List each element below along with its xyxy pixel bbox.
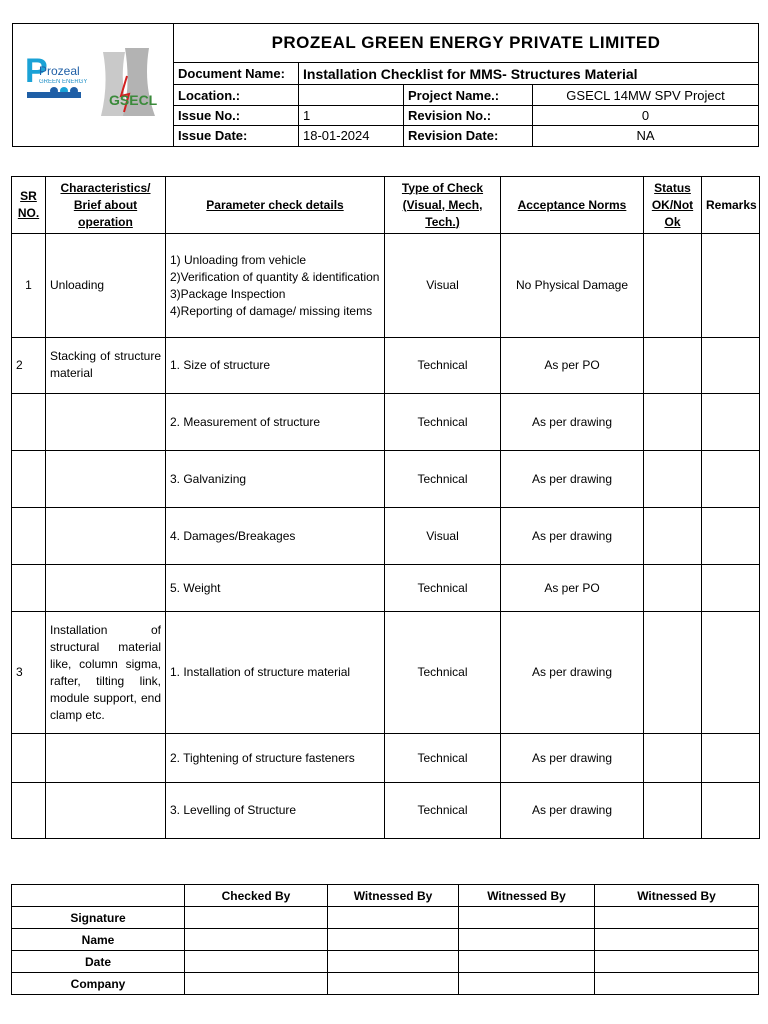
gsecl-logo-text: GSECL [109, 92, 158, 108]
signoff-cell[interactable] [328, 951, 459, 973]
col-status: Status OK/Not Ok [644, 177, 702, 234]
location-value [299, 85, 404, 105]
col-sr: SR NO. [12, 177, 46, 234]
sr-cell [12, 783, 46, 839]
signoff-row-date [12, 951, 759, 973]
signoff-cell[interactable] [459, 907, 595, 929]
parameter-cell [166, 451, 385, 508]
signoff-cell[interactable] [595, 951, 759, 973]
signoff-row-name [12, 929, 759, 951]
sr-cell [12, 734, 46, 783]
type-cell: Visual [385, 508, 501, 565]
col-norms: Acceptance Norms [501, 177, 644, 234]
remarks-cell[interactable] [702, 394, 760, 451]
remarks-cell[interactable] [702, 234, 760, 338]
signoff-cell[interactable] [328, 973, 459, 995]
type-cell: Technical [385, 783, 501, 839]
signoff-cell[interactable] [459, 973, 595, 995]
status-cell[interactable] [644, 394, 702, 451]
signoff-corner [12, 885, 185, 907]
status-cell[interactable] [644, 734, 702, 783]
parameter-line: 3)Package Inspection [170, 286, 286, 301]
signoff-col-witnessed-3: Witnessed By [595, 885, 759, 907]
norms-cell: As per drawing [501, 612, 644, 734]
parameter-cell [166, 338, 385, 394]
location-label: Location.: [174, 85, 299, 105]
parameter-line: 2. Tightening of structure fasteners [170, 750, 355, 765]
table-row [12, 394, 760, 451]
status-cell[interactable] [644, 451, 702, 508]
signoff-header-row [12, 885, 759, 907]
sr-cell [12, 508, 46, 565]
type-cell: Technical [385, 338, 501, 394]
table-row [12, 565, 760, 612]
col-characteristics: Characteristics/ Brief about operation [46, 177, 166, 234]
document-name: Installation Checklist for MMS- Structures Material [299, 63, 759, 85]
signoff-row-company [12, 973, 759, 995]
parameter-cell [166, 234, 385, 338]
status-cell[interactable] [644, 565, 702, 612]
issue-date-label: Issue Date: [174, 125, 299, 146]
type-cell: Technical [385, 451, 501, 508]
table-row [12, 451, 760, 508]
remarks-cell[interactable] [702, 508, 760, 565]
norms-cell: As per drawing [501, 783, 644, 839]
document-name-label: Document Name: [174, 63, 299, 85]
parameter-line: 2)Verification of quantity & identification [170, 269, 380, 284]
signoff-label: Name [12, 929, 185, 951]
status-cell[interactable] [644, 338, 702, 394]
signoff-label: Signature [12, 907, 185, 929]
characteristic-cell [46, 451, 166, 508]
characteristic-cell [46, 783, 166, 839]
status-cell[interactable] [644, 508, 702, 565]
checklist-header-row [12, 177, 760, 234]
revision-date-label: Revision Date: [404, 125, 533, 146]
remarks-cell[interactable] [702, 338, 760, 394]
parameter-line: 3. Levelling of Structure [170, 803, 297, 817]
checklist-table [11, 176, 760, 839]
parameter-line: 1) Unloading from vehicle [170, 252, 307, 267]
table-row [12, 783, 760, 839]
status-cell[interactable] [644, 612, 702, 734]
company-logo [21, 46, 171, 126]
parameter-line: 2. Measurement of structure [170, 414, 321, 429]
signoff-cell[interactable] [328, 907, 459, 929]
signoff-cell[interactable] [459, 929, 595, 951]
type-cell: Technical [385, 734, 501, 783]
type-cell: Visual [385, 234, 501, 338]
project-name-label: Project Name.: [404, 85, 533, 105]
parameter-cell [166, 394, 385, 451]
issue-no-value: 1 [299, 105, 404, 125]
signoff-cell[interactable] [595, 929, 759, 951]
col-remarks: Remarks [702, 177, 760, 234]
parameter-cell [166, 612, 385, 734]
company-name: PROZEAL GREEN ENERGY PRIVATE LIMITED [174, 24, 759, 63]
signoff-col-checked-by: Checked By [185, 885, 328, 907]
table-row [12, 612, 760, 734]
sr-cell: 1 [12, 234, 46, 338]
remarks-cell[interactable] [702, 612, 760, 734]
logo-bar [27, 92, 81, 98]
remarks-cell[interactable] [702, 734, 760, 783]
parameter-line: 5. Weight [170, 580, 221, 595]
remarks-cell[interactable] [702, 565, 760, 612]
signoff-cell[interactable] [459, 951, 595, 973]
parameter-cell [166, 734, 385, 783]
table-row [12, 338, 760, 394]
norms-cell: As per drawing [501, 394, 644, 451]
revision-no-label: Revision No.: [404, 105, 533, 125]
col-parameter: Parameter check details [166, 177, 385, 234]
signoff-label: Company [12, 973, 185, 995]
signoff-cell[interactable] [185, 973, 328, 995]
characteristic-cell [46, 565, 166, 612]
norms-cell: As per PO [501, 338, 644, 394]
parameter-cell [166, 783, 385, 839]
characteristic-cell: Unloading [46, 234, 166, 338]
signoff-col-witnessed-1: Witnessed By [328, 885, 459, 907]
signoff-cell[interactable] [595, 907, 759, 929]
type-cell: Technical [385, 394, 501, 451]
col-type: Type of Check (Visual, Mech, Tech.) [385, 177, 501, 234]
norms-cell: As per drawing [501, 451, 644, 508]
sr-cell: 2 [12, 338, 46, 394]
signoff-col-witnessed-2: Witnessed By [459, 885, 595, 907]
signoff-cell[interactable] [185, 907, 328, 929]
remarks-cell[interactable] [702, 783, 760, 839]
signoff-row-signature [12, 907, 759, 929]
signoff-label: Date [12, 951, 185, 973]
parameter-cell [166, 508, 385, 565]
sr-cell: 3 [12, 612, 46, 734]
parameter-line: 1. Size of structure [170, 358, 271, 372]
status-cell[interactable] [644, 783, 702, 839]
issue-date-value: 18-01-2024 [299, 125, 404, 146]
characteristic-cell: Stacking of structure material [46, 338, 166, 394]
issue-no-label: Issue No.: [174, 105, 299, 125]
project-name-value: GSECL 14MW SPV Project [533, 85, 759, 105]
document-header [12, 23, 759, 147]
sr-cell [12, 451, 46, 508]
parameter-line: 1. Installation of structure material [170, 665, 351, 679]
signoff-cell[interactable] [595, 973, 759, 995]
type-cell: Technical [385, 565, 501, 612]
characteristic-cell [46, 394, 166, 451]
logo-cell [13, 24, 174, 147]
characteristic-cell [46, 508, 166, 565]
characteristic-cell: Installation of structural material like, column sigma, rafter, tilting link, module support, end clamp etc. [46, 612, 166, 734]
parameter-cell [166, 565, 385, 612]
signoff-cell[interactable] [185, 929, 328, 951]
characteristic-cell [46, 734, 166, 783]
prozeal-logo-subtext: GREEN ENERGY [39, 79, 88, 85]
parameter-line: 3. Galvanizing [170, 471, 247, 486]
revision-no-value: 0 [533, 105, 759, 125]
table-row [12, 734, 760, 783]
norms-cell: As per drawing [501, 734, 644, 783]
norms-cell: No Physical Damage [501, 234, 644, 338]
sr-cell [12, 565, 46, 612]
parameter-line: 4)Reporting of damage/ missing items [170, 303, 373, 318]
table-row [12, 234, 760, 338]
signoff-cell[interactable] [328, 929, 459, 951]
signoff-cell[interactable] [185, 951, 328, 973]
prozeal-logo-icon: P [25, 52, 48, 90]
norms-cell: As per PO [501, 565, 644, 612]
revision-date-value: NA [533, 125, 759, 146]
prozeal-logo-text: Prozeal [39, 64, 80, 78]
sr-cell [12, 394, 46, 451]
remarks-cell[interactable] [702, 451, 760, 508]
type-cell: Technical [385, 612, 501, 734]
norms-cell: As per drawing [501, 508, 644, 565]
parameter-line: 4. Damages/Breakages [170, 528, 296, 543]
status-cell[interactable] [644, 234, 702, 338]
signoff-table [11, 884, 759, 995]
table-row [12, 508, 760, 565]
